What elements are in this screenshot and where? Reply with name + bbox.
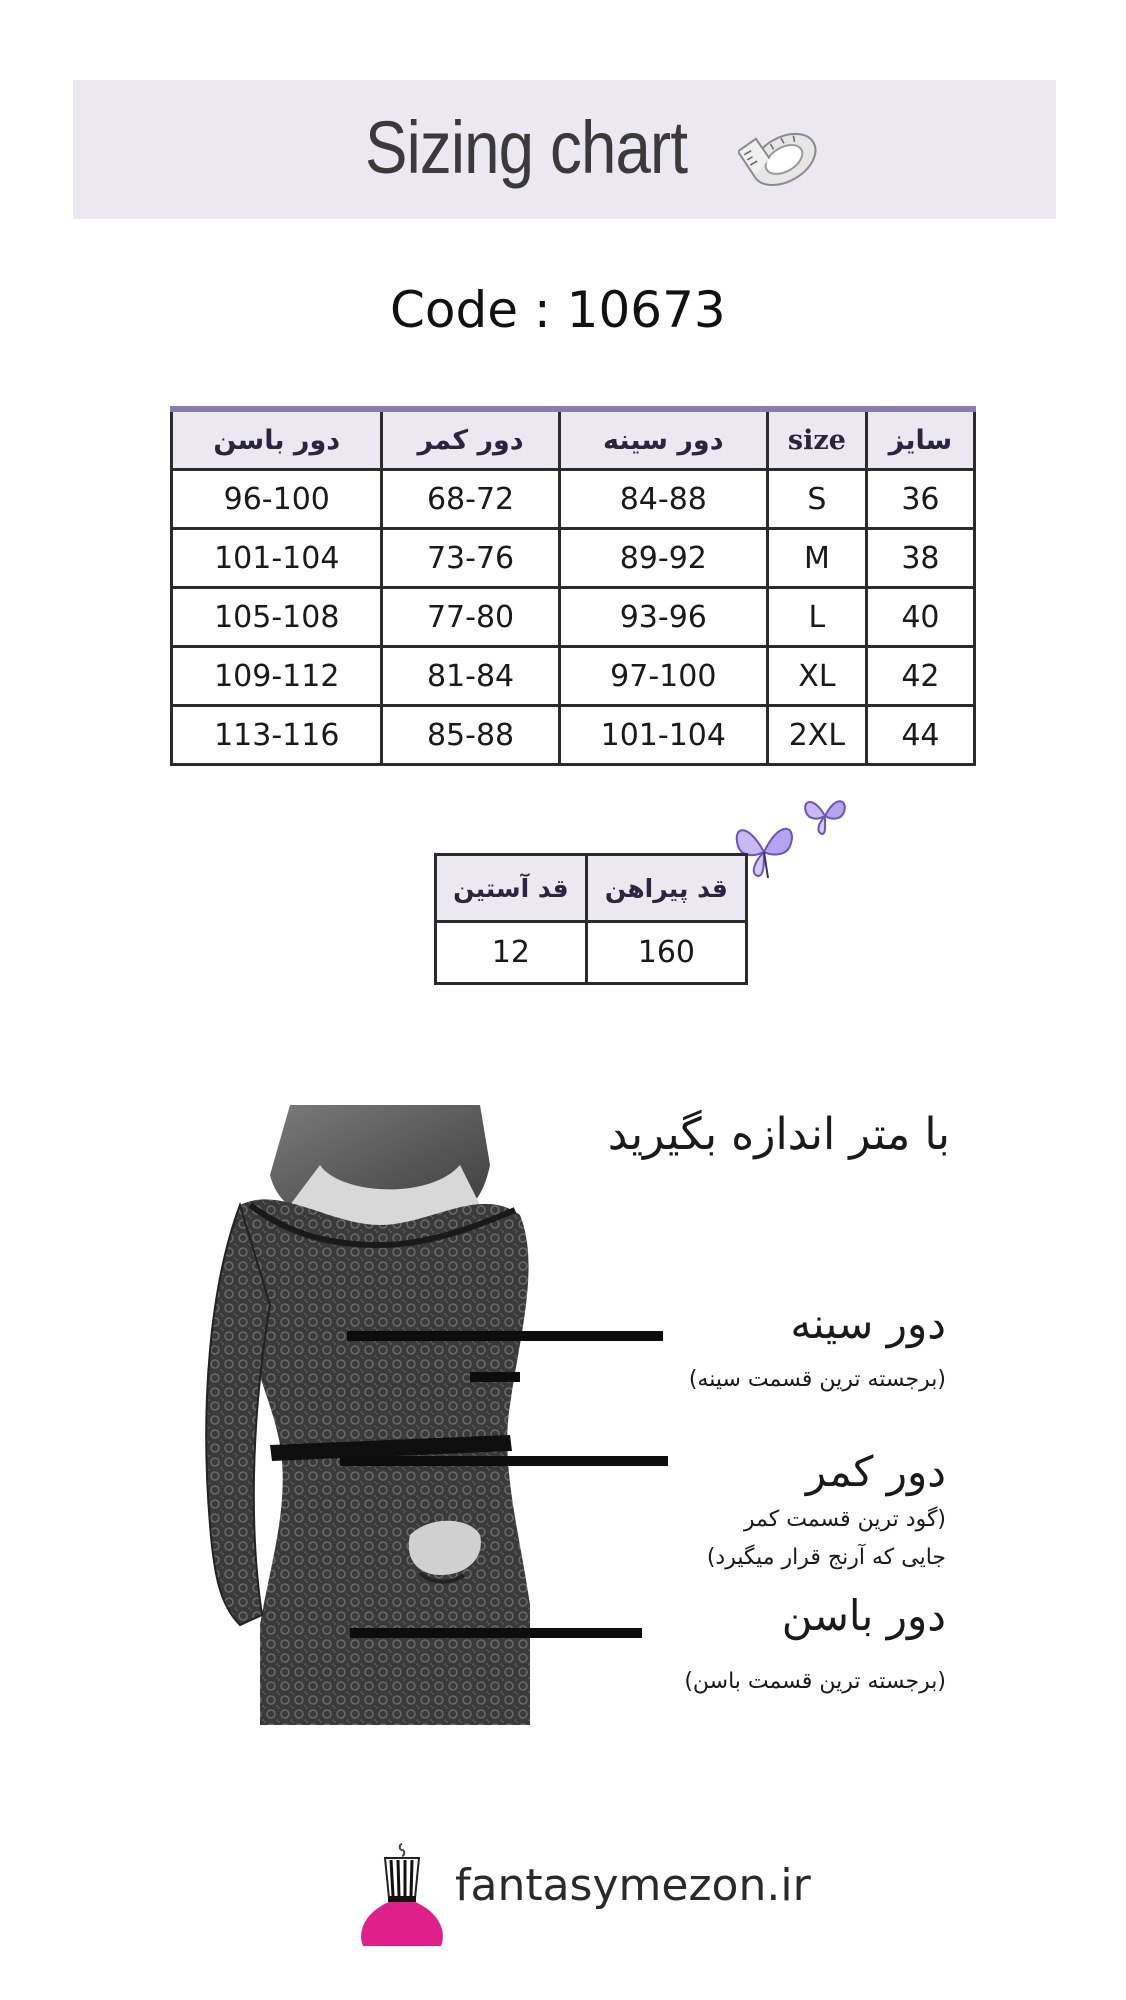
- waist-cell: 77-80: [382, 588, 559, 647]
- size-number-cell: 44: [866, 706, 974, 765]
- size-number-cell: 36: [866, 470, 974, 529]
- table-row: [436, 922, 747, 984]
- header-size-fa: سایز: [866, 409, 974, 470]
- waist-cell: 85-88: [382, 706, 559, 765]
- table-header-row: [436, 855, 747, 922]
- dress-logo-icon: [355, 1842, 450, 1952]
- hip-cell: 113-116: [172, 706, 382, 765]
- tape-measure-icon: [738, 112, 826, 200]
- page-title: Sizing chart: [365, 106, 688, 189]
- waist-cell: 81-84: [382, 647, 559, 706]
- hip-measure-line: [350, 1628, 642, 1638]
- chest-measure-tick: [470, 1372, 520, 1382]
- dress-length-cell: 160: [586, 922, 746, 984]
- size-letter-cell: 2XL: [767, 706, 866, 765]
- waist-label: دور کمر: [805, 1447, 946, 1496]
- table-header-row: [172, 409, 975, 470]
- hip-note: (برجسته ترین قسمت باسن): [684, 1669, 946, 1694]
- chest-cell: 84-88: [559, 470, 767, 529]
- size-letter-cell: M: [767, 529, 866, 588]
- chest-cell: 89-92: [559, 529, 767, 588]
- hip-cell: 109-112: [172, 647, 382, 706]
- hip-label: دور باسن: [781, 1591, 946, 1640]
- waist-cell: 68-72: [382, 470, 559, 529]
- hip-cell: 101-104: [172, 529, 382, 588]
- waist-measure-line: [340, 1456, 668, 1466]
- header-dress-length: قد پیراهن: [586, 855, 746, 922]
- chest-cell: 97-100: [559, 647, 767, 706]
- hip-cell: 96-100: [172, 470, 382, 529]
- site-url: fantasymezon.ir: [455, 1860, 811, 1911]
- chest-measure-line: [347, 1331, 663, 1341]
- table-row: [172, 470, 975, 529]
- header-size-en: size: [767, 409, 866, 470]
- table-row: [172, 588, 975, 647]
- size-table: [170, 406, 976, 766]
- waist-cell: 73-76: [382, 529, 559, 588]
- chest-note: (برجسته ترین قسمت سینه): [688, 1367, 946, 1392]
- size-letter-cell: XL: [767, 647, 866, 706]
- size-number-cell: 40: [866, 588, 974, 647]
- waist-note-line2: جایی که آرنج قرار میگیرد): [706, 1545, 946, 1570]
- size-number-cell: 38: [866, 529, 974, 588]
- chest-label: دور سینه: [790, 1299, 946, 1348]
- measure-title: با متر اندازه بگیرید: [607, 1109, 950, 1160]
- table-row: [172, 706, 975, 765]
- header-chest: دور سینه: [559, 409, 767, 470]
- table-row: [172, 647, 975, 706]
- table-row: [172, 529, 975, 588]
- size-number-cell: 42: [866, 647, 974, 706]
- size-letter-cell: S: [767, 470, 866, 529]
- header-waist: دور کمر: [382, 409, 559, 470]
- sleeve-length-cell: 12: [436, 922, 587, 984]
- butterfly-icon-small: [800, 790, 850, 838]
- waist-note-line1: (گود ترین قسمت کمر: [743, 1507, 946, 1532]
- size-letter-cell: L: [767, 588, 866, 647]
- product-code: Code : 10673: [390, 281, 726, 339]
- header-sleeve-length: قد آستین: [436, 855, 587, 922]
- chest-cell: 101-104: [559, 706, 767, 765]
- chest-cell: 93-96: [559, 588, 767, 647]
- length-table: [434, 853, 748, 985]
- hip-cell: 105-108: [172, 588, 382, 647]
- header-hip: دور باسن: [172, 409, 382, 470]
